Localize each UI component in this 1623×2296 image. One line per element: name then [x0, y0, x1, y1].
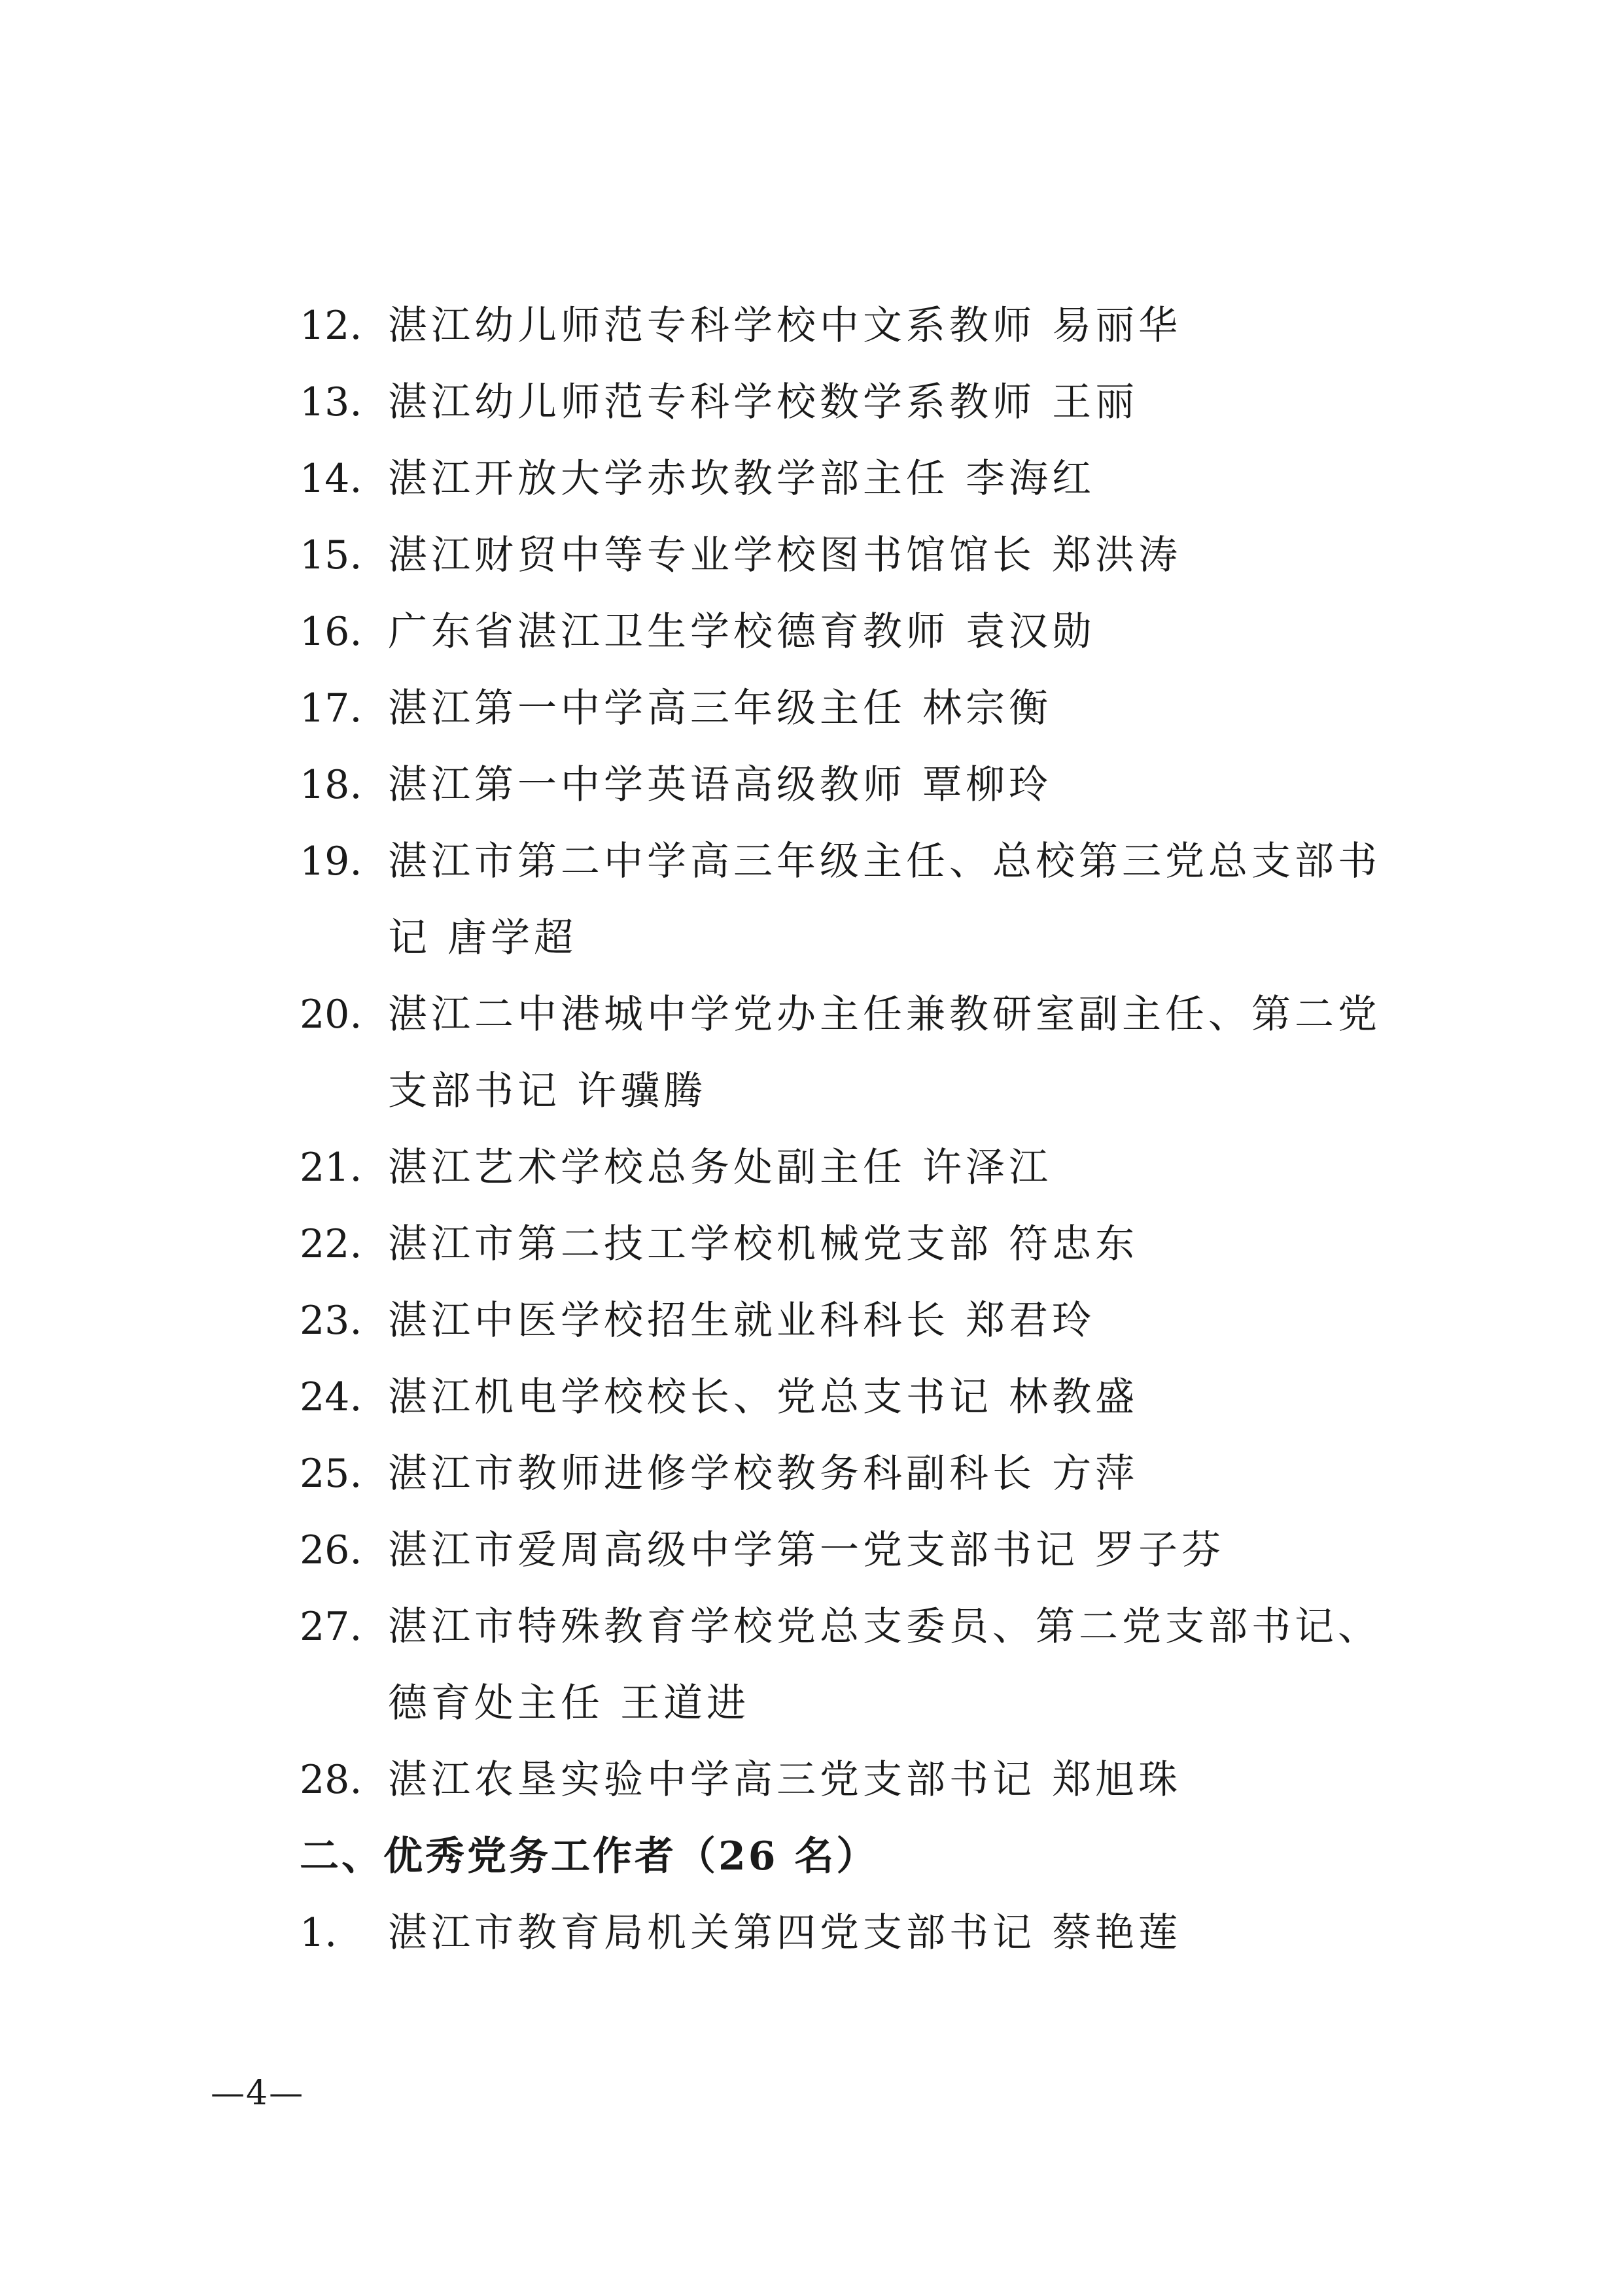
item-text: 广东省湛江卫生学校德育教师 袁汉勋	[388, 609, 1096, 655]
list-item	[300, 288, 1412, 364]
list-item	[300, 1436, 1412, 1512]
list-item	[300, 1130, 1412, 1206]
item-text: 湛江市教师进修学校教务科副科长 方萍	[388, 1451, 1139, 1497]
list-item	[300, 1283, 1412, 1359]
item-text: 湛江二中港城中学党办主任兼教研室副主任、第二党支部书记 许骥腾	[388, 992, 1381, 1114]
list-item	[300, 747, 1412, 824]
list-item	[300, 1512, 1412, 1589]
item-number: 19.	[300, 839, 362, 884]
list-item	[300, 1359, 1412, 1436]
list-item	[300, 1589, 1412, 1742]
list-item	[300, 824, 1412, 977]
list-item	[300, 517, 1412, 594]
item-text: 湛江中医学校招生就业科科长 郑君玲	[388, 1298, 1096, 1344]
item-number: 16.	[300, 609, 362, 655]
item-number: 23.	[300, 1298, 362, 1344]
item-text: 湛江农垦实验中学高三党支部书记 郑旭珠	[388, 1757, 1182, 1803]
item-text: 湛江市特殊教育学校党总支委员、第二党支部书记、德育处主任 王道进	[388, 1604, 1381, 1726]
list-item	[300, 1206, 1412, 1283]
item-number: 21.	[300, 1145, 362, 1191]
item-number: 13.	[300, 379, 362, 425]
item-text: 湛江第一中学英语高级教师 覃柳玲	[388, 762, 1053, 808]
list-item	[300, 1895, 1412, 1972]
item-number: 15.	[300, 532, 362, 578]
item-text: 湛江市第二技工学校机械党支部 符忠东	[388, 1221, 1139, 1267]
item-text: 湛江第一中学高三年级主任 林宗衡	[388, 686, 1053, 731]
item-text: 湛江机电学校校长、党总支书记 林教盛	[388, 1374, 1139, 1420]
item-text: 湛江市第二中学高三年级主任、总校第三党总支部书记 唐学超	[388, 839, 1381, 961]
item-number: 1.	[300, 1910, 338, 1956]
list-item	[300, 364, 1412, 441]
item-text: 湛江开放大学赤坎教学部主任 李海红	[388, 456, 1096, 502]
item-text: 湛江艺术学校总务处副主任 许泽江	[388, 1145, 1053, 1191]
item-number: 20.	[300, 992, 362, 1037]
item-number: 18.	[300, 762, 362, 808]
item-number: 28.	[300, 1757, 362, 1803]
list-item	[300, 670, 1412, 747]
item-number: 12.	[300, 303, 362, 349]
item-text: 湛江市教育局机关第四党支部书记 蔡艳莲	[388, 1910, 1182, 1956]
item-text: 湛江幼儿师范专科学校数学系教师 王丽	[388, 379, 1139, 425]
item-number: 26.	[300, 1527, 362, 1573]
item-number: 24.	[300, 1374, 362, 1420]
list-item	[300, 977, 1412, 1130]
section-heading: 二、优秀党务工作者（26 名）	[300, 1834, 879, 1879]
item-text: 湛江市爱周高级中学第一党支部书记 罗子芬	[388, 1527, 1225, 1573]
item-number: 22.	[300, 1221, 362, 1267]
item-number: 25.	[300, 1451, 362, 1497]
item-number: 14.	[300, 456, 362, 502]
list-item	[300, 1742, 1412, 1818]
honoree-list	[300, 288, 1412, 1972]
list-item	[300, 441, 1412, 517]
item-number: 17.	[300, 686, 362, 731]
list-item	[300, 594, 1412, 670]
page-number: —4—	[211, 2074, 305, 2113]
item-text: 湛江财贸中等专业学校图书馆馆长 郑洪涛	[388, 532, 1182, 578]
item-number: 27.	[300, 1604, 362, 1650]
item-text: 湛江幼儿师范专科学校中文系教师 易丽华	[388, 303, 1182, 349]
